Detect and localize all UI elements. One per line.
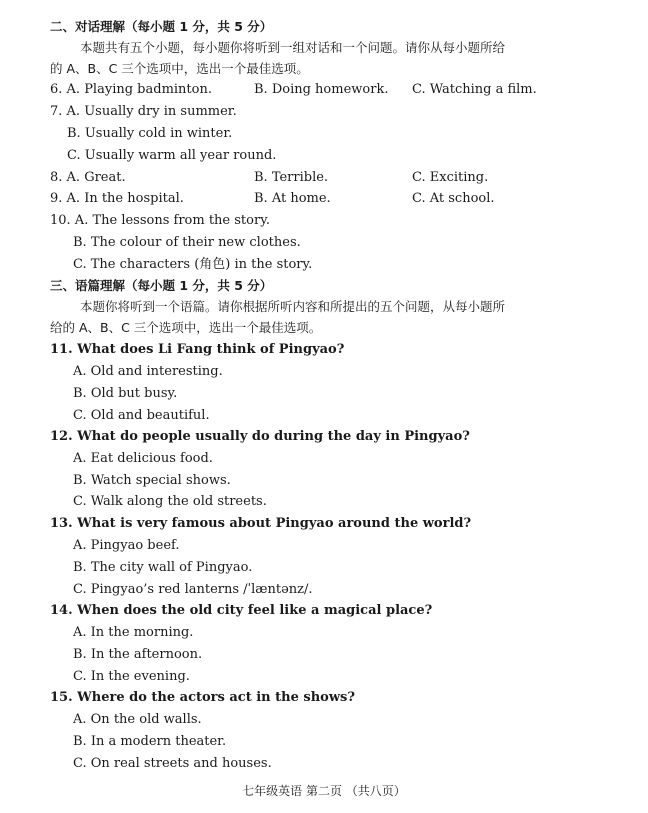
q11-option-c: C. Old and beautiful. xyxy=(73,408,210,423)
q15-option-c: C. On real streets and houses. xyxy=(73,756,272,771)
q10-option-b: B. The colour of their new clothes. xyxy=(73,235,301,250)
q13-option-b: B. The city wall of Pingyao. xyxy=(73,560,253,575)
q7-option-c: C. Usually warm all year round. xyxy=(67,148,277,163)
q7-option-b: B. Usually cold in winter. xyxy=(67,126,233,141)
section3-intro-1: 本题你将听到一个语篇。请你根据所听内容和所提出的五个问题，从每小题所 xyxy=(80,299,506,314)
section2-intro-2: 的 A、B、C 三个选项中，选出一个最佳选项。 xyxy=(50,61,309,76)
q8-option-a: 8. A. Great. xyxy=(50,170,126,185)
q11-option-a: A. Old and interesting. xyxy=(73,364,223,379)
section2-intro-1: 本题共有五个小题，每小题你将听到一组对话和一个问题。请你从每小题所给 xyxy=(80,40,506,55)
q15-option-b: B. In a modern theater. xyxy=(73,734,227,749)
q10-option-a: 10. A. The lessons from the story. xyxy=(50,213,270,228)
q8-option-b: B. Terrible. xyxy=(254,170,329,185)
q9-option-b: B. At home. xyxy=(254,191,331,206)
q15-stem: 15. Where do the actors act in the shows? xyxy=(50,690,355,705)
q13-option-a: A. Pingyao beef. xyxy=(73,538,180,553)
q13-stem: 13. What is very famous about Pingyao around the world? xyxy=(50,516,472,531)
q14-option-b: B. In the afternoon. xyxy=(73,647,203,662)
section3-title: 三、语篇理解（每小题 1 分，共 5 分） xyxy=(50,278,273,293)
q6-option-a: 6. A. Playing badminton. xyxy=(50,82,212,97)
q6-option-b: B. Doing homework. xyxy=(254,82,389,97)
q13-option-c: C. Pingyao’s red lanterns /ˈlæntənz/. xyxy=(73,582,313,597)
q15-option-a: A. On the old walls. xyxy=(73,712,202,727)
q12-option-c: C. Walk along the old streets. xyxy=(73,494,267,509)
q14-stem: 14. When does the old city feel like a magical place? xyxy=(50,603,433,618)
section2-title: 二、对话理解（每小题 1 分，共 5 分） xyxy=(50,19,273,34)
page-footer: 七年级英语 第二页 （共八页） xyxy=(242,784,406,798)
q14-option-a: A. In the morning. xyxy=(73,625,194,640)
section3-intro-2: 给的 A、B、C 三个选项中，选出一个最佳选项。 xyxy=(50,320,322,335)
q6-option-c: C. Watching a film. xyxy=(412,82,537,97)
q11-option-b: B. Old but busy. xyxy=(73,386,178,401)
q8-option-c: C. Exciting. xyxy=(412,170,489,185)
q12-option-a: A. Eat delicious food. xyxy=(73,451,213,466)
q9-option-c: C. At school. xyxy=(412,191,495,206)
q11-stem: 11. What does Li Fang think of Pingyao? xyxy=(50,342,345,357)
q12-stem: 12. What do people usually do during the day in Pingyao? xyxy=(50,429,470,444)
q7-option-a: 7. A. Usually dry in summer. xyxy=(50,104,237,119)
q9-option-a: 9. A. In the hospital. xyxy=(50,191,184,206)
q12-option-b: B. Watch special shows. xyxy=(73,473,231,488)
q10-option-c: C. The characters (角色) in the story. xyxy=(73,257,313,272)
q14-option-c: C. In the evening. xyxy=(73,669,190,684)
